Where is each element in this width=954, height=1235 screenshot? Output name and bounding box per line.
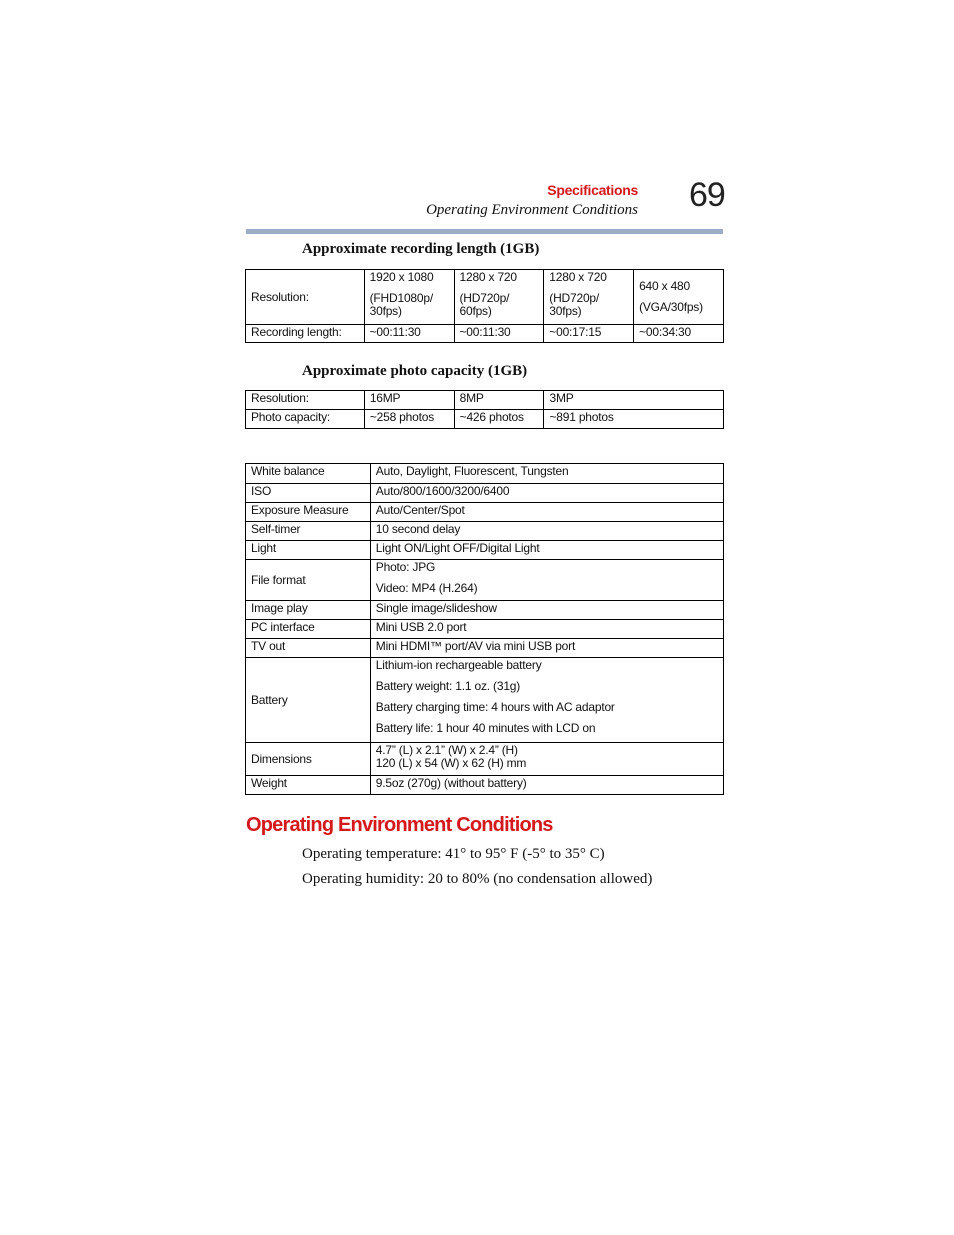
table-row [246,503,724,522]
spec-label: TV out [246,639,371,658]
resolution-fps: 30fps) [369,304,402,318]
table-row [246,484,724,503]
header-section-title: Specifications [547,182,638,198]
table-cell [454,270,544,325]
operating-humidity: Operating humidity: 20 to 80% (no condensation allowed) [302,871,653,887]
resolution-value: 1280 x 720 [459,270,517,284]
spec-value: Light ON/Light OFF/Digital Light [370,541,723,560]
row-label-length: Recording length: [246,325,365,343]
header-subsection-title: Operating Environment Conditions [426,202,638,218]
table-row [246,325,724,343]
spec-value-line: Battery life: 1 hour 40 minutes with LCD on [375,721,596,735]
resolution-mode: (HD720p/ [459,291,510,305]
table-row [246,743,724,776]
table-row [246,639,724,658]
table-row [246,270,724,325]
photo-capacity: ~426 photos [454,410,544,429]
resolution-mode: (HD720p/ [549,291,600,305]
resolution-value: 640 x 480 [639,279,690,293]
operating-temperature: Operating temperature: 41° to 95° F (-5° to 35° C) [302,846,605,862]
photo-resolution: 8MP [454,391,544,410]
table-row [246,522,724,541]
spec-value: Auto/Center/Spot [370,503,723,522]
spec-value: Auto, Daylight, Fluorescent, Tungsten [370,464,723,484]
spec-label: Weight [246,776,371,795]
spec-label: Light [246,541,371,560]
spec-value-line: Lithium-ion rechargeable battery [375,658,542,672]
resolution-mode: (VGA/30fps) [639,300,703,314]
spec-value [370,658,723,743]
spec-label: Dimensions [246,743,371,776]
recording-length-value: ~00:11:30 [454,325,544,343]
photo-capacity: ~891 photos [544,410,724,429]
table-row [246,658,724,743]
spec-value: 9.5oz (270g) (without battery) [370,776,723,795]
spec-label: Exposure Measure [246,503,371,522]
spec-value [370,743,723,776]
table-cell [634,270,724,325]
spec-value: Single image/slideshow [370,601,723,620]
spec-value: Auto/800/1600/3200/6400 [370,484,723,503]
recording-length-value: ~00:11:30 [364,325,454,343]
spec-label: PC interface [246,620,371,639]
spec-value-line: 4.7” (L) x 2.1” (W) x 2.4” (H) [375,743,518,757]
header-rule [246,229,723,234]
recording-caption: Approximate recording length (1GB) [302,241,540,257]
spec-value: 10 second delay [370,522,723,541]
resolution-value: 1280 x 720 [549,270,607,284]
table-row [246,620,724,639]
specs-table [245,463,724,795]
table-row [246,391,724,410]
resolution-mode: (FHD1080p/ [369,291,433,305]
table-row [246,601,724,620]
resolution-fps: 60fps) [459,304,492,318]
photo-resolution: 16MP [364,391,454,410]
page-number: 69 [689,176,725,214]
recording-length-table [245,269,724,343]
spec-label: File format [246,560,371,601]
photo-capacity-table [245,390,724,429]
row-label-resolution: Resolution: [246,391,365,410]
photo-caption: Approximate photo capacity (1GB) [302,363,528,379]
spec-label: White balance [246,464,371,484]
spec-value [370,560,723,601]
section-heading: Operating Environment Conditions [246,814,553,836]
spec-label: ISO [246,484,371,503]
table-cell [544,270,634,325]
recording-length-value: ~00:17:15 [544,325,634,343]
spec-label: Image play [246,601,371,620]
spec-label: Self-timer [246,522,371,541]
spec-value-line: Video: MP4 (H.264) [375,581,478,595]
spec-value-line: Battery weight: 1.1 oz. (31g) [375,679,521,693]
table-row [246,541,724,560]
table-row [246,410,724,429]
spec-value-line: 120 (L) x 54 (W) x 62 (H) mm [375,756,527,770]
spec-value: Mini USB 2.0 port [370,620,723,639]
spec-label: Battery [246,658,371,743]
resolution-value: 1920 x 1080 [369,270,434,284]
resolution-fps: 30fps) [549,304,582,318]
row-label-resolution: Resolution: [246,270,365,325]
table-row [246,560,724,601]
row-label-capacity: Photo capacity: [246,410,365,429]
spec-value-line: Photo: JPG [375,560,436,574]
recording-length-value: ~00:34:30 [634,325,724,343]
photo-capacity: ~258 photos [364,410,454,429]
table-cell [364,270,454,325]
table-row [246,776,724,795]
spec-value-line: Battery charging time: 4 hours with AC adaptor [375,700,615,714]
photo-resolution: 3MP [544,391,724,410]
table-row [246,464,724,484]
spec-value: Mini HDMI™ port/AV via mini USB port [370,639,723,658]
